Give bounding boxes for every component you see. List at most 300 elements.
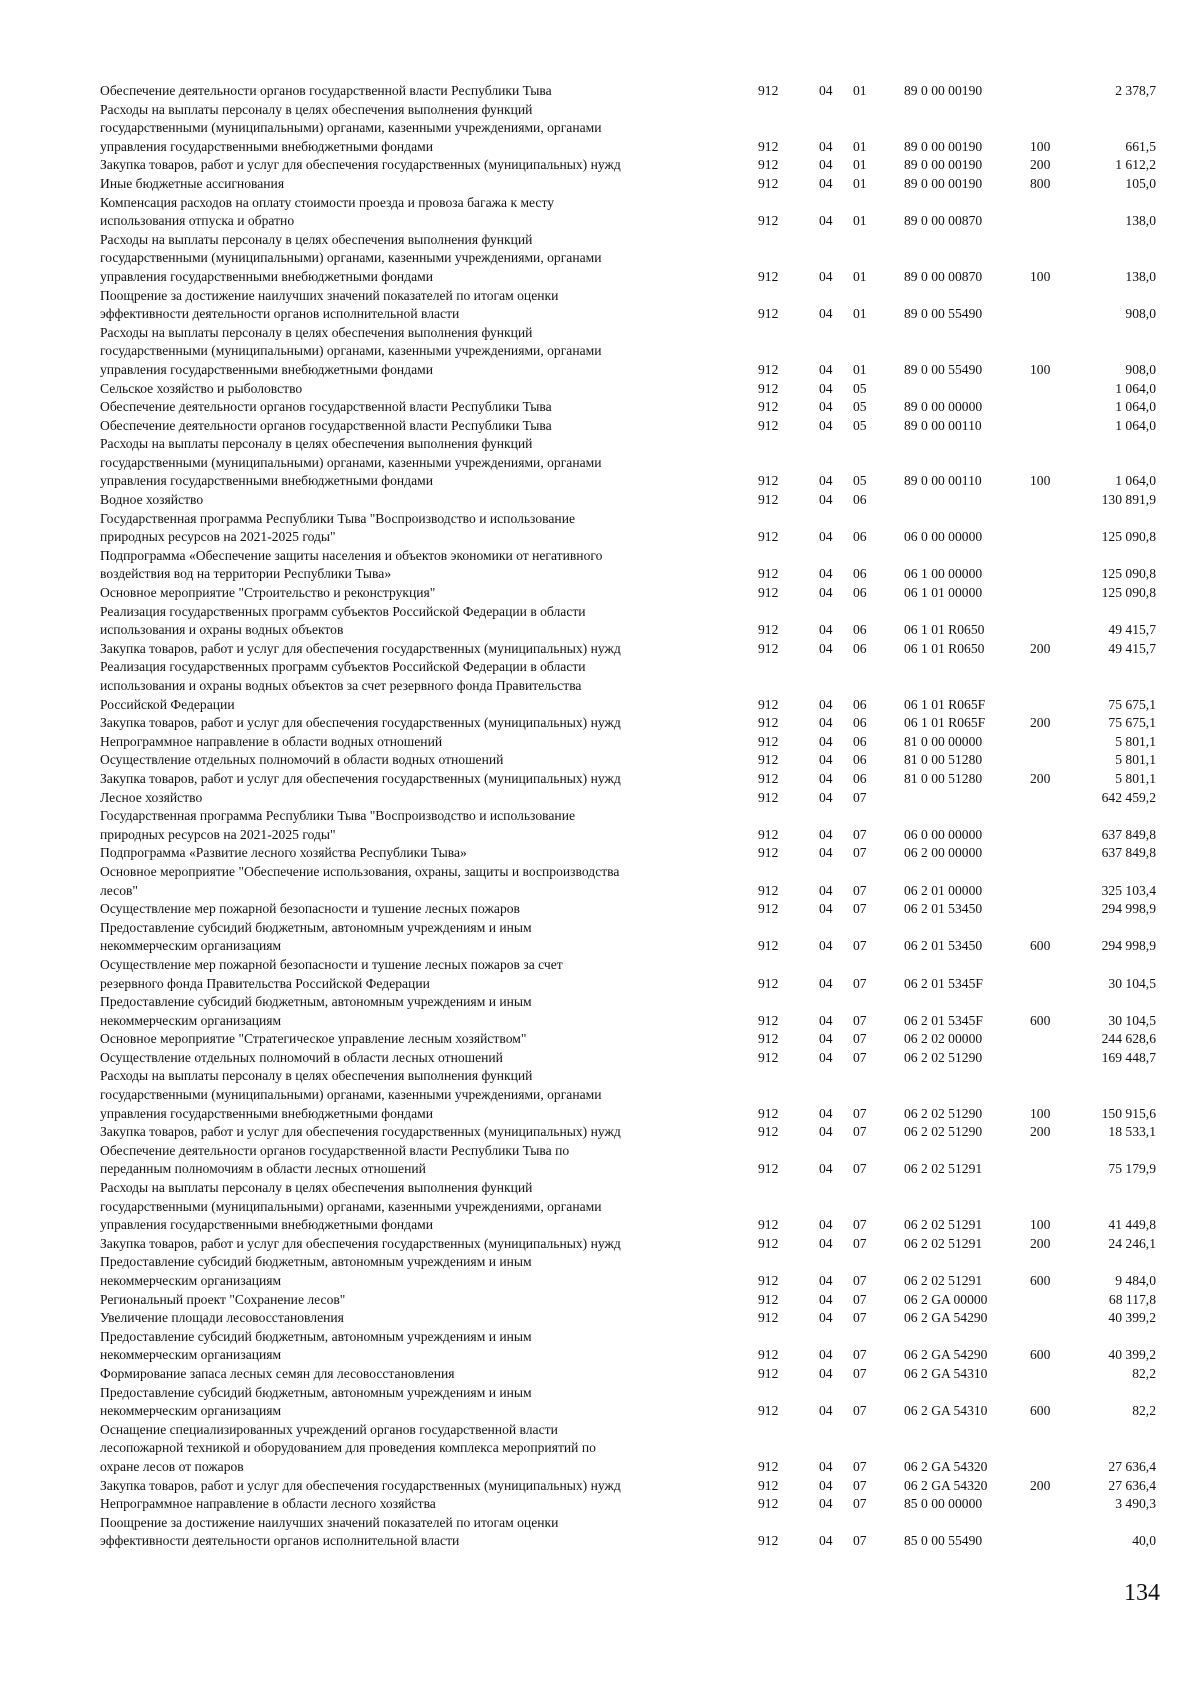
section-code: 04 bbox=[819, 417, 833, 433]
grbs-code: 912 bbox=[758, 529, 779, 545]
description-line: Осуществление мер пожарной безопасности и тушение лесных пожаров за счет bbox=[100, 956, 563, 972]
description-line: Основное мероприятие "Строительство и реконструкция" bbox=[100, 585, 436, 601]
grbs-code: 912 bbox=[758, 492, 779, 508]
grbs-code: 912 bbox=[758, 715, 779, 731]
table-row bbox=[0, 733, 1200, 752]
description-line: Поощрение за достижение наилучших значений показателей по итогам оценки bbox=[100, 287, 559, 303]
description-line: государственными (муниципальными) органами, казенными учреждениями, органами bbox=[100, 343, 602, 359]
subsection-code: 07 bbox=[853, 882, 867, 898]
table-row bbox=[0, 324, 1200, 380]
row-description bbox=[100, 603, 740, 640]
grbs-code: 912 bbox=[758, 1347, 779, 1363]
subsection-code: 07 bbox=[853, 1124, 867, 1140]
description-line: Предоставление субсидий бюджетным, автономным учреждениям и иным bbox=[100, 919, 532, 935]
section-code: 04 bbox=[819, 138, 833, 154]
grbs-code: 912 bbox=[758, 1012, 779, 1028]
grbs-code: 912 bbox=[758, 1105, 779, 1121]
target-article-code: 89 0 00 00190 bbox=[904, 138, 983, 154]
expense-type-code: 600 bbox=[1030, 1403, 1051, 1419]
target-article-code: 06 2 GA 54320 bbox=[904, 1477, 988, 1493]
table-row bbox=[0, 510, 1200, 547]
row-description bbox=[100, 789, 740, 808]
section-code: 04 bbox=[819, 622, 833, 638]
amount: 244 628,6 bbox=[1101, 1031, 1156, 1047]
subsection-code: 05 bbox=[853, 417, 867, 433]
description-line: государственными (муниципальными) органами, казенными учреждениями, органами bbox=[100, 250, 602, 266]
grbs-code: 912 bbox=[758, 901, 779, 917]
table-row bbox=[0, 380, 1200, 399]
table-row bbox=[0, 640, 1200, 659]
row-description bbox=[100, 714, 740, 733]
description-line: государственными (муниципальными) органами, казенными учреждениями, органами bbox=[100, 1087, 602, 1103]
target-article-code: 81 0 00 51280 bbox=[904, 770, 983, 786]
subsection-code: 06 bbox=[853, 715, 867, 731]
amount: 3 490,3 bbox=[1115, 1496, 1156, 1512]
subsection-code: 01 bbox=[853, 268, 867, 284]
grbs-code: 912 bbox=[758, 1217, 779, 1233]
row-description bbox=[100, 435, 740, 491]
row-description bbox=[100, 1328, 740, 1365]
row-description bbox=[100, 770, 740, 789]
grbs-code: 912 bbox=[758, 1235, 779, 1251]
description-line: Сельское хозяйство и рыболовство bbox=[100, 380, 303, 396]
row-description bbox=[100, 1253, 740, 1290]
expense-type-code: 200 bbox=[1030, 715, 1051, 731]
row-description bbox=[100, 380, 740, 399]
grbs-code: 912 bbox=[758, 157, 779, 173]
amount: 18 533,1 bbox=[1108, 1124, 1156, 1140]
grbs-code: 912 bbox=[758, 566, 779, 582]
grbs-code: 912 bbox=[758, 1273, 779, 1288]
amount: 24 246,1 bbox=[1108, 1235, 1156, 1251]
row-description bbox=[100, 863, 740, 900]
description-line: эффективности деятельности органов исполнительной власти bbox=[100, 1533, 460, 1549]
grbs-code: 912 bbox=[758, 882, 779, 898]
subsection-code: 01 bbox=[853, 83, 867, 98]
row-description bbox=[100, 1123, 740, 1142]
row-description bbox=[100, 640, 740, 659]
row-description bbox=[100, 733, 740, 752]
description-line: лесов" bbox=[100, 882, 138, 898]
grbs-code: 912 bbox=[758, 138, 779, 154]
subsection-code: 07 bbox=[853, 1365, 867, 1381]
grbs-code: 912 bbox=[758, 696, 779, 712]
row-description bbox=[100, 993, 740, 1030]
subsection-code: 07 bbox=[853, 1235, 867, 1251]
table-row bbox=[0, 1477, 1200, 1496]
table-row bbox=[0, 807, 1200, 844]
target-article-code: 06 2 02 51290 bbox=[904, 1105, 983, 1121]
description-line: управления государственными внебюджетными фондами bbox=[100, 473, 433, 489]
budget-table bbox=[0, 82, 1200, 1551]
amount: 40,0 bbox=[1132, 1533, 1156, 1549]
description-line: эффективности деятельности органов исполнительной власти bbox=[100, 306, 460, 322]
grbs-code: 912 bbox=[758, 306, 779, 322]
expense-type-code: 200 bbox=[1030, 640, 1051, 656]
description-line: природных ресурсов на 2021-2025 годы" bbox=[100, 826, 336, 842]
description-line: Лесное хозяйство bbox=[100, 789, 203, 805]
description-line: Закупка товаров, работ и услуг для обеспечения государственных (муниципальных) нужд bbox=[100, 770, 621, 786]
expense-type-code: 200 bbox=[1030, 1477, 1051, 1493]
description-line: Закупка товаров, работ и услуг для обеспечения государственных (муниципальных) нужд bbox=[100, 1477, 621, 1493]
target-article-code: 85 0 00 55490 bbox=[904, 1533, 983, 1549]
expense-type-code: 100 bbox=[1030, 1105, 1051, 1121]
subsection-code: 06 bbox=[853, 566, 867, 582]
description-line: охране лесов от пожаров bbox=[100, 1458, 244, 1474]
row-description bbox=[100, 1049, 740, 1068]
amount: 1 064,0 bbox=[1115, 473, 1156, 489]
table-row bbox=[0, 1179, 1200, 1235]
amount: 27 636,4 bbox=[1108, 1477, 1156, 1493]
table-row bbox=[0, 1049, 1200, 1068]
subsection-code: 07 bbox=[853, 1347, 867, 1363]
target-article-code: 06 0 00 00000 bbox=[904, 529, 983, 545]
amount: 75 675,1 bbox=[1108, 696, 1156, 712]
row-description bbox=[100, 101, 740, 157]
description-line: Основное мероприятие "Обеспечение использования, охраны, защиты и воспроизводства bbox=[100, 863, 620, 879]
section-code: 04 bbox=[819, 529, 833, 545]
grbs-code: 912 bbox=[758, 789, 779, 805]
subsection-code: 06 bbox=[853, 529, 867, 545]
section-code: 04 bbox=[819, 752, 833, 768]
description-line: Осуществление отдельных полномочий в области лесных отношений bbox=[100, 1049, 503, 1065]
table-row bbox=[0, 1384, 1200, 1421]
table-row bbox=[0, 789, 1200, 808]
row-description bbox=[100, 1421, 740, 1477]
description-line: Увеличение площади лесовосстановления bbox=[100, 1310, 344, 1326]
target-article-code: 06 2 01 53450 bbox=[904, 901, 983, 917]
description-line: Обеспечение деятельности органов государственной власти Республики Тыва по bbox=[100, 1142, 570, 1158]
row-description bbox=[100, 1030, 740, 1049]
target-article-code: 89 0 00 55490 bbox=[904, 361, 983, 377]
target-article-code: 06 2 GA 00000 bbox=[904, 1291, 988, 1307]
grbs-code: 912 bbox=[758, 1291, 779, 1307]
description-line: Расходы на выплаты персоналу в целях обеспечения выполнения функций bbox=[100, 1068, 533, 1084]
description-line: Формирование запаса лесных семян для лесовосстановления bbox=[100, 1365, 455, 1381]
amount: 325 103,4 bbox=[1101, 882, 1156, 898]
subsection-code: 01 bbox=[853, 306, 867, 322]
row-description bbox=[100, 1179, 740, 1235]
grbs-code: 912 bbox=[758, 380, 779, 396]
row-description bbox=[100, 547, 740, 584]
amount: 1 064,0 bbox=[1115, 380, 1156, 396]
section-code: 04 bbox=[819, 1235, 833, 1251]
grbs-code: 912 bbox=[758, 1031, 779, 1047]
row-description bbox=[100, 1514, 740, 1551]
amount: 68 117,8 bbox=[1108, 1291, 1156, 1307]
target-article-code: 06 2 02 00000 bbox=[904, 1031, 983, 1047]
expense-type-code: 800 bbox=[1030, 175, 1051, 191]
description-line: использования отпуска и обратно bbox=[100, 213, 295, 229]
grbs-code: 912 bbox=[758, 1310, 779, 1326]
table-row bbox=[0, 603, 1200, 640]
grbs-code: 912 bbox=[758, 1161, 779, 1177]
section-code: 04 bbox=[819, 268, 833, 284]
subsection-code: 06 bbox=[853, 640, 867, 656]
expense-type-code: 100 bbox=[1030, 138, 1051, 154]
amount: 30 104,5 bbox=[1108, 1012, 1156, 1028]
description-line: государственными (муниципальными) органами, казенными учреждениями, органами bbox=[100, 1198, 602, 1214]
expense-type-code: 200 bbox=[1030, 1235, 1051, 1251]
section-code: 04 bbox=[819, 696, 833, 712]
description-line: Подпрограмма «Обеспечение защиты населения и объектов экономики от негативного bbox=[100, 547, 603, 563]
description-line: Государственная программа Республики Тыва "Воспроизводство и использование bbox=[100, 510, 576, 526]
amount: 637 849,8 bbox=[1101, 845, 1156, 861]
amount: 5 801,1 bbox=[1115, 770, 1156, 786]
row-description bbox=[100, 1384, 740, 1421]
grbs-code: 912 bbox=[758, 733, 779, 749]
row-description bbox=[100, 194, 740, 231]
description-line: Осуществление мер пожарной безопасности и тушение лесных пожаров bbox=[100, 901, 520, 917]
row-description bbox=[100, 1067, 740, 1123]
target-article-code: 89 0 00 00190 bbox=[904, 157, 983, 173]
amount: 125 090,8 bbox=[1101, 529, 1156, 545]
table-row bbox=[0, 1030, 1200, 1049]
table-row bbox=[0, 1309, 1200, 1328]
description-line: Закупка товаров, работ и услуг для обеспечения государственных (муниципальных) нужд bbox=[100, 640, 621, 656]
row-description bbox=[100, 324, 740, 380]
description-line: использования и охраны водных объектов bbox=[100, 622, 344, 638]
subsection-code: 07 bbox=[853, 845, 867, 861]
grbs-code: 912 bbox=[758, 399, 779, 415]
section-code: 04 bbox=[819, 1031, 833, 1047]
description-line: Иные бюджетные ассигнования bbox=[100, 175, 285, 191]
table-row bbox=[0, 417, 1200, 436]
target-article-code: 89 0 00 00190 bbox=[904, 175, 983, 191]
row-description bbox=[100, 584, 740, 603]
section-code: 04 bbox=[819, 826, 833, 842]
table-row bbox=[0, 1514, 1200, 1551]
table-row bbox=[0, 175, 1200, 194]
table-row bbox=[0, 1067, 1200, 1123]
subsection-code: 07 bbox=[853, 1031, 867, 1047]
target-article-code: 06 0 00 00000 bbox=[904, 826, 983, 842]
section-code: 04 bbox=[819, 789, 833, 805]
target-article-code: 06 2 GA 54310 bbox=[904, 1403, 988, 1419]
subsection-code: 07 bbox=[853, 1049, 867, 1065]
table-row bbox=[0, 1291, 1200, 1310]
description-line: Закупка товаров, работ и услуг для обеспечения государственных (муниципальных) нужд bbox=[100, 1235, 621, 1251]
target-article-code: 85 0 00 00000 bbox=[904, 1496, 983, 1512]
section-code: 04 bbox=[819, 1477, 833, 1493]
section-code: 04 bbox=[819, 975, 833, 991]
amount: 1 064,0 bbox=[1115, 399, 1156, 415]
subsection-code: 06 bbox=[853, 585, 867, 601]
grbs-code: 912 bbox=[758, 845, 779, 861]
target-article-code: 06 2 00 00000 bbox=[904, 845, 983, 861]
amount: 125 090,8 bbox=[1101, 585, 1156, 601]
expense-type-code: 100 bbox=[1030, 1217, 1051, 1233]
section-code: 04 bbox=[819, 1291, 833, 1307]
target-article-code: 81 0 00 00000 bbox=[904, 733, 983, 749]
row-description bbox=[100, 156, 740, 175]
subsection-code: 07 bbox=[853, 1161, 867, 1177]
grbs-code: 912 bbox=[758, 640, 779, 656]
description-line: Расходы на выплаты персоналу в целях обеспечения выполнения функций bbox=[100, 1180, 533, 1196]
table-row bbox=[0, 491, 1200, 510]
page-number: 134 bbox=[1124, 1580, 1160, 1606]
row-description bbox=[100, 844, 740, 863]
description-line: Российской Федерации bbox=[100, 696, 235, 712]
description-line: Государственная программа Республики Тыва "Воспроизводство и использование bbox=[100, 808, 576, 824]
table-row bbox=[0, 714, 1200, 733]
target-article-code: 06 1 01 00000 bbox=[904, 585, 983, 601]
table-row bbox=[0, 194, 1200, 231]
amount: 5 801,1 bbox=[1115, 752, 1156, 768]
amount: 130 891,9 bbox=[1101, 492, 1156, 508]
description-line: управления государственными внебюджетными фондами bbox=[100, 361, 433, 377]
subsection-code: 05 bbox=[853, 380, 867, 396]
row-description bbox=[100, 1477, 740, 1496]
subsection-code: 07 bbox=[853, 975, 867, 991]
grbs-code: 912 bbox=[758, 770, 779, 786]
target-article-code: 89 0 00 00110 bbox=[904, 417, 982, 433]
description-line: некоммерческим организациям bbox=[100, 1273, 282, 1288]
description-line: Обеспечение деятельности органов государственной власти Республики Тыва bbox=[100, 83, 552, 98]
table-row bbox=[0, 919, 1200, 956]
table-row bbox=[0, 547, 1200, 584]
description-line: управления государственными внебюджетными фондами bbox=[100, 268, 433, 284]
row-description bbox=[100, 287, 740, 324]
section-code: 04 bbox=[819, 640, 833, 656]
amount: 9 484,0 bbox=[1115, 1273, 1156, 1288]
description-line: Расходы на выплаты персоналу в целях обеспечения выполнения функций bbox=[100, 231, 533, 247]
description-line: природных ресурсов на 2021-2025 годы" bbox=[100, 529, 336, 545]
section-code: 04 bbox=[819, 1124, 833, 1140]
subsection-code: 07 bbox=[853, 789, 867, 805]
description-line: Закупка товаров, работ и услуг для обеспечения государственных (муниципальных) нужд bbox=[100, 1124, 621, 1140]
grbs-code: 912 bbox=[758, 585, 779, 601]
row-description bbox=[100, 398, 740, 417]
row-description bbox=[100, 175, 740, 194]
description-line: воздействия вод на территории Республики Тыва» bbox=[100, 566, 392, 582]
grbs-code: 912 bbox=[758, 752, 779, 768]
target-article-code: 06 2 GA 54310 bbox=[904, 1365, 988, 1381]
subsection-code: 01 bbox=[853, 157, 867, 173]
subsection-code: 06 bbox=[853, 770, 867, 786]
subsection-code: 05 bbox=[853, 399, 867, 415]
description-line: Непрограммное направление в области водных отношений bbox=[100, 733, 443, 749]
target-article-code: 06 2 GA 54320 bbox=[904, 1458, 988, 1474]
target-article-code: 06 2 01 5345F bbox=[904, 975, 983, 991]
table-row bbox=[0, 993, 1200, 1030]
row-description bbox=[100, 417, 740, 436]
section-code: 04 bbox=[819, 306, 833, 322]
grbs-code: 912 bbox=[758, 361, 779, 377]
target-article-code: 89 0 00 55490 bbox=[904, 306, 983, 322]
description-line: некоммерческим организациям bbox=[100, 1012, 282, 1028]
section-code: 04 bbox=[819, 882, 833, 898]
target-article-code: 06 2 GA 54290 bbox=[904, 1347, 988, 1363]
section-code: 04 bbox=[819, 83, 833, 98]
target-article-code: 06 2 01 00000 bbox=[904, 882, 983, 898]
section-code: 04 bbox=[819, 845, 833, 861]
description-line: лесопожарной техникой и оборудованием для проведения комплекса мероприятий по bbox=[100, 1440, 596, 1456]
amount: 661,5 bbox=[1125, 138, 1156, 154]
section-code: 04 bbox=[819, 492, 833, 508]
target-article-code: 06 2 02 51290 bbox=[904, 1049, 983, 1065]
section-code: 04 bbox=[819, 473, 833, 489]
section-code: 04 bbox=[819, 566, 833, 582]
description-line: Реализация государственных программ субъектов Российской Федерации в области bbox=[100, 659, 586, 675]
table-row bbox=[0, 435, 1200, 491]
target-article-code: 06 2 GA 54290 bbox=[904, 1310, 988, 1326]
subsection-code: 07 bbox=[853, 1403, 867, 1419]
grbs-code: 912 bbox=[758, 826, 779, 842]
subsection-code: 07 bbox=[853, 1496, 867, 1512]
grbs-code: 912 bbox=[758, 1533, 779, 1549]
subsection-code: 07 bbox=[853, 1217, 867, 1233]
amount: 49 415,7 bbox=[1108, 640, 1156, 656]
table-row bbox=[0, 658, 1200, 714]
row-description bbox=[100, 491, 740, 510]
amount: 125 090,8 bbox=[1101, 566, 1156, 582]
table-row bbox=[0, 156, 1200, 175]
amount: 30 104,5 bbox=[1108, 975, 1156, 991]
row-description bbox=[100, 919, 740, 956]
table-row bbox=[0, 1495, 1200, 1514]
subsection-code: 07 bbox=[853, 1291, 867, 1307]
table-row bbox=[0, 956, 1200, 993]
subsection-code: 07 bbox=[853, 1105, 867, 1121]
grbs-code: 912 bbox=[758, 213, 779, 229]
grbs-code: 912 bbox=[758, 938, 779, 954]
table-row bbox=[0, 1142, 1200, 1179]
amount: 105,0 bbox=[1125, 175, 1156, 191]
description-line: Реализация государственных программ субъектов Российской Федерации в области bbox=[100, 603, 586, 619]
grbs-code: 912 bbox=[758, 1049, 779, 1065]
description-line: Компенсация расходов на оплату стоимости проезда и провоза багажа к месту bbox=[100, 194, 555, 210]
table-row bbox=[0, 844, 1200, 863]
description-line: Оснащение специализированных учреждений органов государственной власти bbox=[100, 1421, 558, 1437]
description-line: Закупка товаров, работ и услуг для обеспечения государственных (муниципальных) нужд bbox=[100, 157, 621, 173]
amount: 642 459,2 bbox=[1101, 789, 1156, 805]
target-article-code: 06 2 02 51291 bbox=[904, 1161, 983, 1177]
expense-type-code: 100 bbox=[1030, 268, 1051, 284]
subsection-code: 01 bbox=[853, 175, 867, 191]
description-line: некоммерческим организациям bbox=[100, 1403, 282, 1419]
description-line: использования и охраны водных объектов за счет резервного фонда Правительства bbox=[100, 678, 582, 693]
section-code: 04 bbox=[819, 715, 833, 731]
description-line: Обеспечение деятельности органов государственной власти Республики Тыва bbox=[100, 399, 552, 415]
row-description bbox=[100, 900, 740, 919]
subsection-code: 06 bbox=[853, 696, 867, 712]
section-code: 04 bbox=[819, 1012, 833, 1028]
subsection-code: 01 bbox=[853, 138, 867, 154]
section-code: 04 bbox=[819, 1049, 833, 1065]
description-line: Расходы на выплаты персоналу в целях обеспечения выполнения функций bbox=[100, 436, 533, 452]
amount: 169 448,7 bbox=[1101, 1049, 1156, 1065]
description-line: управления государственными внебюджетными фондами bbox=[100, 1105, 433, 1121]
section-code: 04 bbox=[819, 1347, 833, 1363]
row-description bbox=[100, 1365, 740, 1384]
target-article-code: 06 2 02 51291 bbox=[904, 1235, 983, 1251]
table-row bbox=[0, 101, 1200, 157]
table-row bbox=[0, 751, 1200, 770]
table-row bbox=[0, 1235, 1200, 1254]
section-code: 04 bbox=[819, 770, 833, 786]
row-description bbox=[100, 510, 740, 547]
row-description bbox=[100, 1235, 740, 1254]
grbs-code: 912 bbox=[758, 417, 779, 433]
description-line: Предоставление субсидий бюджетным, автономным учреждениям и иным bbox=[100, 994, 532, 1010]
section-code: 04 bbox=[819, 157, 833, 173]
amount: 82,2 bbox=[1132, 1403, 1156, 1419]
description-line: Предоставление субсидий бюджетным, автономным учреждениям и иным bbox=[100, 1328, 532, 1344]
grbs-code: 912 bbox=[758, 975, 779, 991]
grbs-code: 912 bbox=[758, 1124, 779, 1140]
amount: 27 636,4 bbox=[1108, 1458, 1156, 1474]
